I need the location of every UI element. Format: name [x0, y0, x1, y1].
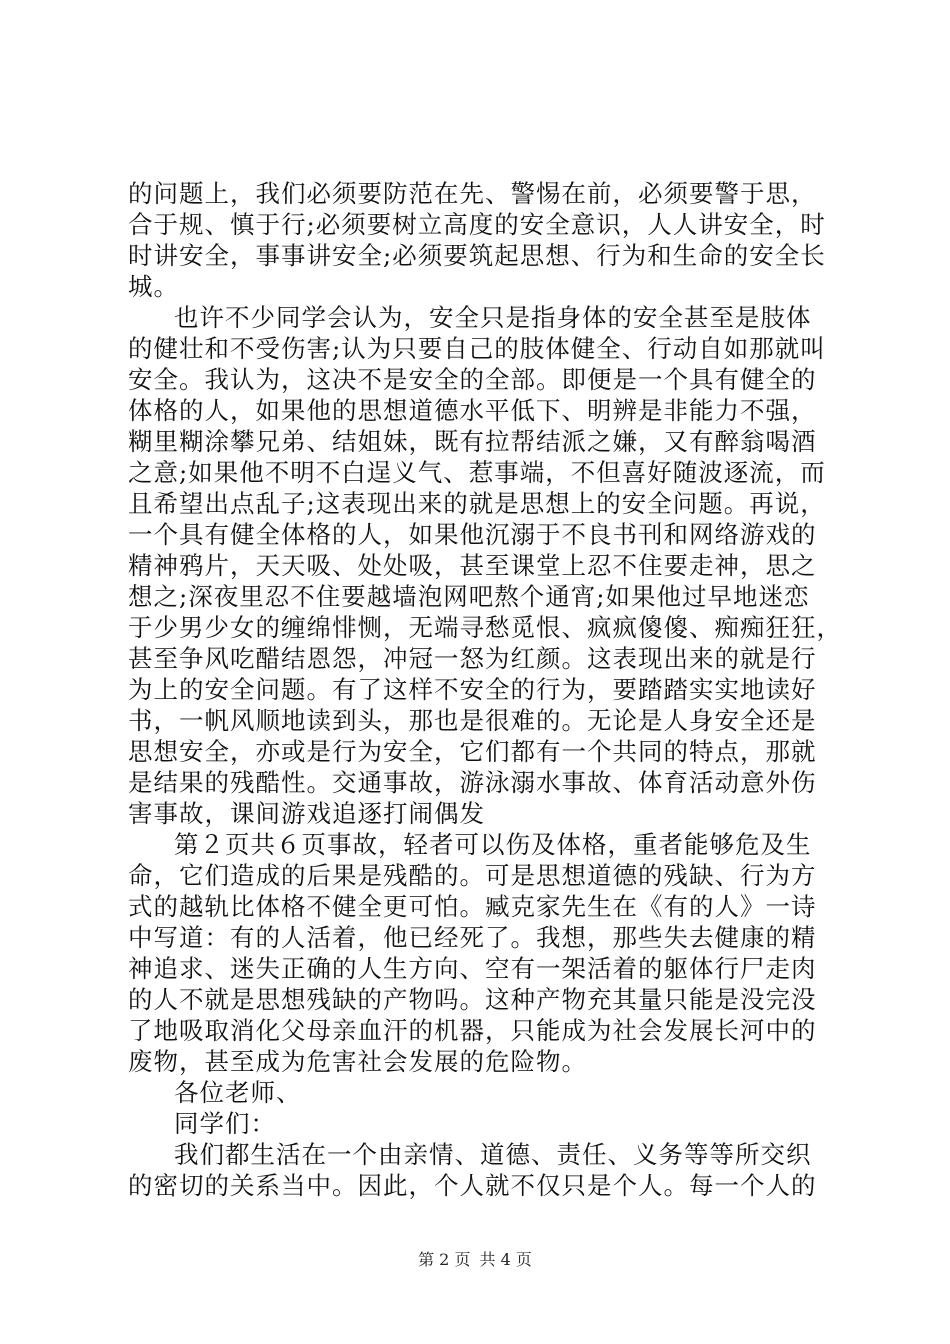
- text-line: 为上的安全问题。有了这样不安全的行为，要踏踏实实地读好: [128, 675, 817, 704]
- text-line: 糊里糊涂攀兄弟、结姐妹，既有拉帮结派之嫌，又有醉翁喝酒: [128, 427, 817, 456]
- text-line: 式的越轨比体格不健全更可怕。臧克家先生在《有的人》一诗: [128, 892, 817, 921]
- text-line: 第２页共６页事故，轻者可以伤及体格，重者能够危及生: [174, 830, 812, 859]
- text-line: 的密切的关系当中。因此，个人就不仅只是个人。每一个人的: [128, 1171, 817, 1200]
- text-line: 废物，甚至成为危害社会发展的危险物。: [128, 1047, 587, 1076]
- text-line: 的健壮和不受伤害;认为只要自己的肢体健全、行动自如那就叫: [128, 334, 826, 363]
- text-line: 是结果的残酷性。交通事故，游泳溺水事故、体育活动意外伤: [128, 768, 817, 797]
- text-line: 神追求、迷失正确的人生方向、空有一架活着的躯体行尸走肉: [128, 954, 817, 983]
- text-line: 的人不就是思想残缺的产物吗。这种产物充其量只能是没完没: [128, 985, 817, 1014]
- text-line: 甚至争风吃醋结恩怨，冲冠一怒为红颜。这表现出来的就是行: [128, 644, 817, 673]
- text-line: 的问题上，我们必须要防范在先、警惕在前，必须要警于思，: [128, 179, 817, 208]
- text-line: 了地吸取消化父母亲血汗的机器，只能成为社会发展长河中的: [128, 1016, 817, 1045]
- text-line: 书，一帆风顺地读到头，那也是很难的。无论是人身安全还是: [128, 706, 817, 735]
- text-line: 一个具有健全体格的人，如果他沉溺于不良书刊和网络游戏的: [128, 520, 817, 549]
- text-line: 想之;深夜里忍不住要越墙泡网吧熬个通宵;如果他过早地迷恋: [128, 582, 810, 611]
- text-line: 命，它们造成的后果是残酷的。可是思想道德的残缺、行为方: [128, 861, 817, 890]
- text-line: 城。: [128, 272, 179, 301]
- text-line: 于少男少女的缠绵悱恻，无端寻愁觅恨、疯疯傻傻、痴痴狂狂，: [128, 613, 842, 642]
- text-line: 我们都生活在一个由亲情、道德、责任、义务等等所交织: [174, 1140, 812, 1169]
- text-line: 精神鸦片，天天吸、处处吸，甚至课堂上忍不住要走神，思之: [128, 551, 817, 580]
- text-line: 且希望出点乱子;这表现出来的就是思想上的安全问题。再说，: [128, 489, 826, 518]
- text-line: 各位老师、: [174, 1078, 302, 1107]
- text-line: 也许不少同学会认为，安全只是指身体的安全甚至是肢体: [174, 303, 812, 332]
- text-line: 之意;如果他不明不白逞义气、惹事端，不但喜好随波逐流，而: [128, 458, 826, 487]
- text-line: 同学们：: [174, 1109, 276, 1138]
- text-line: 思想安全，亦或是行为安全，它们都有一个共同的特点，那就: [128, 737, 817, 766]
- text-line: 安全。我认为，这决不是安全的全部。即便是一个具有健全的: [128, 365, 817, 394]
- text-line: 害事故，课间游戏追逐打闹偶发: [128, 799, 485, 828]
- text-line: 中写道：有的人活着，他已经死了。我想，那些失去健康的精: [128, 923, 817, 952]
- page-footer: [0, 1247, 950, 1270]
- page-number: 第 2 页: [418, 1250, 471, 1269]
- text-line: 合于规、慎于行;必须要树立高度的安全意识，人人讲安全，时: [128, 210, 826, 239]
- text-line: 体格的人，如果他的思想道德水平低下、明辨是非能力不强，: [128, 396, 817, 425]
- page-total: 共 4 页: [479, 1250, 532, 1269]
- document-body: [128, 178, 842, 1201]
- text-line: 时讲安全，事事讲安全;必须要筑起思想、行为和生命的安全长: [128, 241, 826, 270]
